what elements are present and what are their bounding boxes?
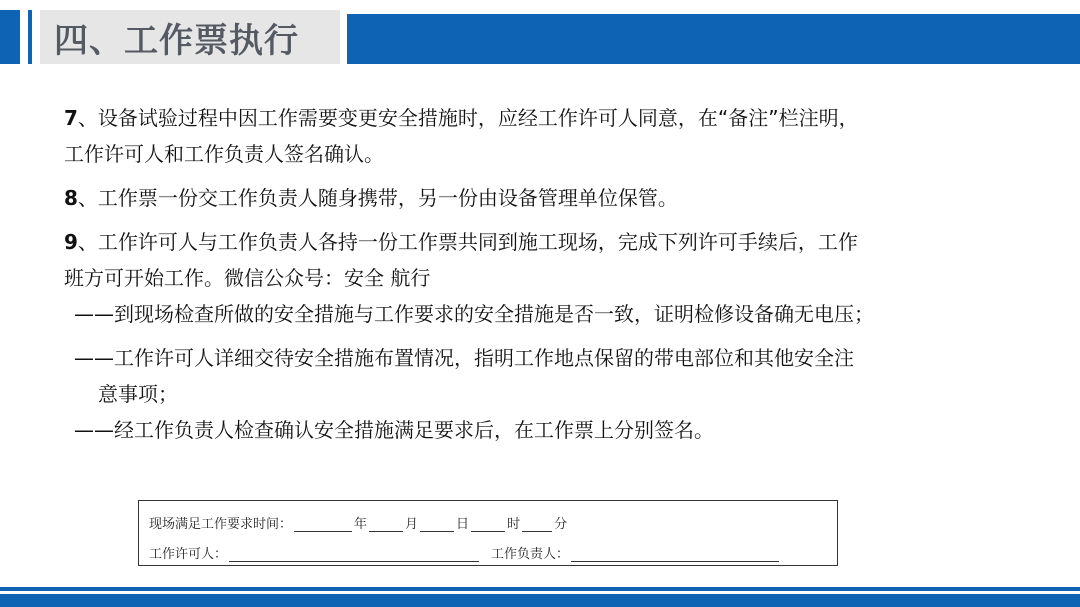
item-text: 、工作许可人与工作负责人各持一份工作票共同到施工现场，完成下列许可手续后，工作 bbox=[77, 230, 858, 254]
subitem-1: ——到现场检查所做的安全措施与工作要求的安全措施是否一致，证明检修设备确无电压； bbox=[74, 302, 874, 326]
item-9-line-1 bbox=[64, 224, 1014, 260]
minute-field[interactable] bbox=[522, 517, 552, 532]
month-label: 月 bbox=[405, 517, 419, 532]
item-9 bbox=[64, 224, 1014, 296]
permit-person-label: 工作许可人： bbox=[149, 547, 228, 562]
item-number: 9 bbox=[64, 230, 78, 254]
day-field[interactable] bbox=[420, 517, 454, 532]
minute-label: 分 bbox=[554, 517, 568, 532]
year-label: 年 bbox=[354, 517, 368, 532]
responsible-person-field[interactable] bbox=[571, 547, 779, 562]
hour-field[interactable] bbox=[471, 517, 505, 532]
main-content bbox=[64, 100, 1014, 448]
subitem-2-line-2: 意事项； bbox=[98, 382, 178, 406]
work-permit-form bbox=[138, 500, 838, 566]
item-number: 8 bbox=[64, 186, 78, 210]
hour-label: 时 bbox=[507, 517, 521, 532]
footer-line bbox=[0, 587, 1080, 591]
responsible-person-label: 工作负责人： bbox=[491, 547, 570, 562]
time-label: 现场满足工作要求时间： bbox=[149, 517, 293, 532]
item-7-line-1 bbox=[64, 100, 1014, 136]
title-box bbox=[40, 10, 340, 64]
subitem-2 bbox=[74, 340, 1014, 412]
item-7 bbox=[64, 100, 1014, 172]
item-number: 7 bbox=[64, 106, 78, 130]
item-text: 、设备试验过程中因工作需要变更安全措施时，应经工作许可人同意，在“备注”栏注明， bbox=[77, 106, 859, 130]
form-signature-row bbox=[149, 543, 781, 562]
item-9-line-2: 班方可开始工作。微信公众号：安全 航行 bbox=[64, 266, 431, 290]
subitem-2-line-1: ——工作许可人详细交待安全措施布置情况，指明工作地点保留的带电部位和其他安全注 bbox=[74, 346, 854, 370]
footer-band bbox=[0, 594, 1080, 607]
item-8 bbox=[64, 180, 1014, 216]
header-accent-bar bbox=[0, 10, 20, 64]
permit-person-field[interactable] bbox=[229, 547, 479, 562]
page-title: 四、工作票执行 bbox=[54, 20, 299, 61]
header-accent-stripe bbox=[28, 10, 32, 64]
header-band bbox=[347, 14, 1080, 64]
item-text: 、工作票一份交工作负责人随身携带，另一份由设备管理单位保管。 bbox=[77, 186, 678, 210]
subitem-3: ——经工作负责人检查确认安全措施满足要求后，在工作票上分别签名。 bbox=[74, 418, 714, 442]
item-8-line-1 bbox=[64, 180, 1014, 216]
item-7-line-2: 工作许可人和工作负责人签名确认。 bbox=[64, 142, 384, 166]
day-label: 日 bbox=[456, 517, 470, 532]
month-field[interactable] bbox=[369, 517, 403, 532]
form-time-row bbox=[149, 513, 567, 532]
year-field[interactable] bbox=[294, 517, 352, 532]
